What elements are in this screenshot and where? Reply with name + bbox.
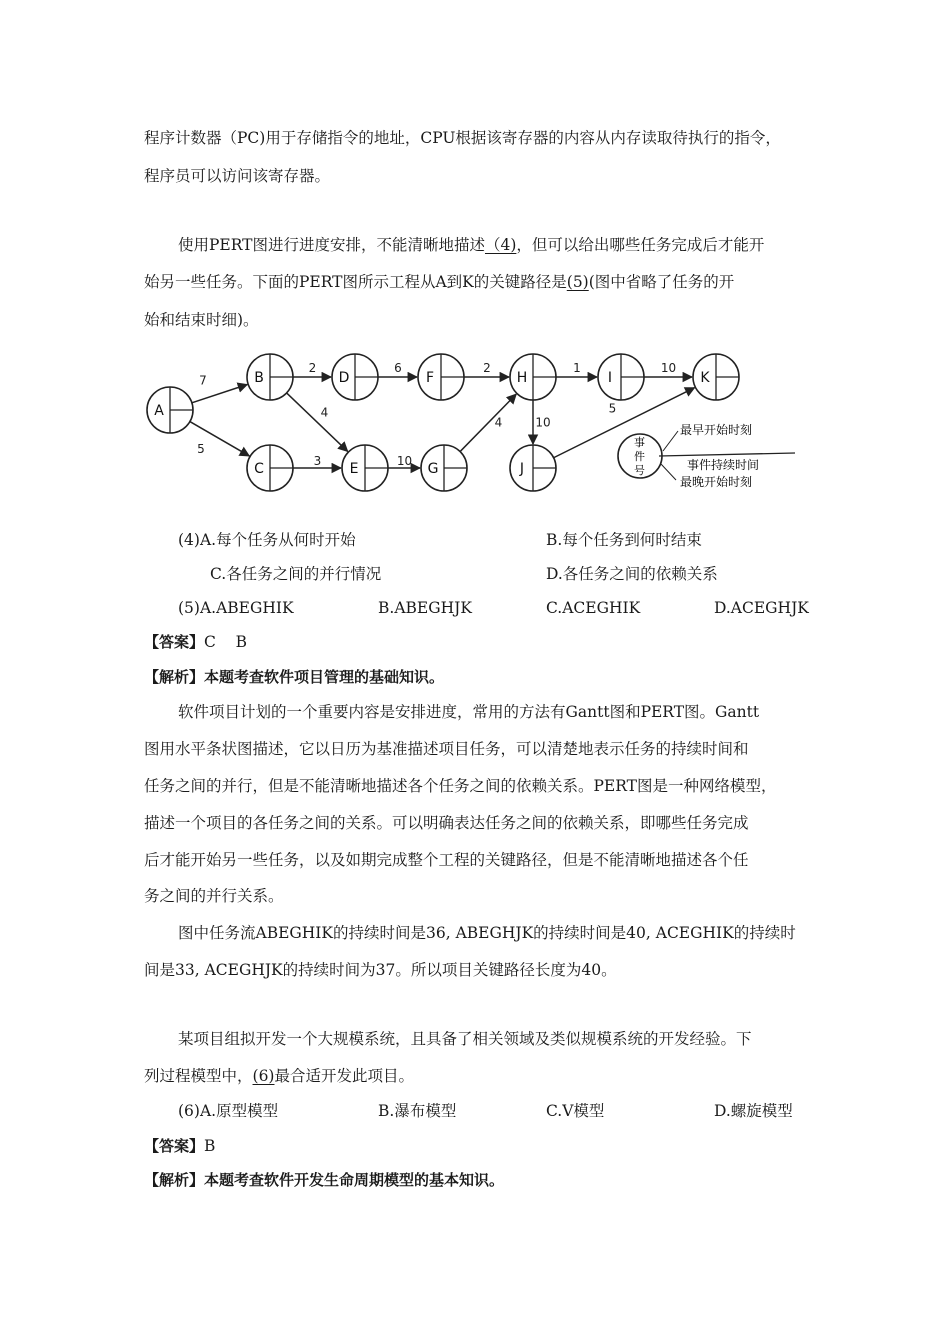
pert-diagram: [140, 340, 805, 500]
node-D: [332, 354, 378, 400]
node-G: [421, 445, 467, 491]
node-E: [342, 445, 388, 491]
edge-weight-A-B: 7: [199, 373, 207, 388]
intro-line-1: 程序计数器（PC)用于存储指令的地址，CPU根据该寄存器的内容从内存读取待执行的指令，: [144, 129, 781, 147]
option-6b: B.瀑布模型: [378, 1102, 457, 1120]
node-label-H: H: [516, 370, 528, 386]
edge-weight-E-G: 10: [396, 454, 413, 468]
option-5c: C.ACEGHIK: [546, 599, 641, 617]
answer-2: 【答案】B: [144, 1137, 216, 1155]
edge-weight-B-D: 2: [308, 361, 317, 375]
node-H: [510, 354, 556, 400]
node-F: [418, 354, 464, 400]
analysis-1-heading: 【解析】本题考查软件项目管理的基础知识。: [144, 668, 445, 686]
node-label-G: G: [427, 461, 439, 477]
edge-weight-C-E: 3: [313, 454, 322, 468]
node-K: [693, 354, 739, 400]
node-label-A: A: [154, 403, 164, 419]
analysis-2-heading: 【解析】本题考查软件开发生命周期模型的基本知识。: [144, 1171, 505, 1189]
analysis-1-p1-line-4: 描述一个项目的各任务之间的关系。可以明确表达任务之间的依赖关系，即哪些任务完成: [144, 814, 749, 832]
edge-weight-A-C: 5: [197, 442, 205, 456]
answer-1: [144, 632, 247, 652]
blank-5: (5): [566, 273, 589, 291]
q45-line-2: 始另一些任务。下面的PERT图所示工程从A到K的关键路径是(5)(图中省略了任务的开: [144, 273, 735, 291]
q6-line-2: 列过程模型中，(6)最合适开发此项目。: [144, 1067, 414, 1085]
node-label-B: B: [254, 370, 264, 386]
blank-6: (6): [252, 1067, 275, 1085]
edge-B-E: [287, 393, 348, 451]
edge-weight-B-E: 4: [320, 405, 329, 420]
legend-latest: 最晚开始时刻: [680, 475, 753, 489]
option-6a: (6)A.原型模型: [178, 1102, 279, 1120]
option-5d: D.ACEGHJK: [714, 599, 809, 617]
answer-value: C B: [204, 633, 247, 651]
node-A: [147, 387, 193, 433]
analysis-1-p1-line-1: 软件项目计划的一个重要内容是安排进度，常用的方法有Gantt图和PERT图。Gantt: [178, 703, 760, 721]
edge-weight-D-F: 6: [394, 361, 402, 375]
option-5b: B.ABEGHJK: [378, 599, 472, 617]
legend-earliest: 最早开始时刻: [680, 423, 753, 437]
node-label-D: D: [338, 370, 350, 386]
legend-node-char-3: 号: [634, 464, 645, 477]
edge-weight-J-K: 5: [608, 401, 617, 416]
node-label-F: F: [425, 370, 435, 386]
node-J: [510, 445, 556, 491]
edge-weight-I-K: 10: [660, 361, 677, 375]
edge-weight-G-H: 4: [494, 415, 503, 430]
option-6d: D.螺旋模型: [714, 1102, 793, 1120]
q45-line-3: 始和结束时细)。: [144, 311, 259, 329]
analysis-1-p1-line-3: 任务之间的并行，但是不能清晰地描述各个任务之间的依赖关系。PERT图是一种网络模型，: [144, 777, 777, 795]
edge-weight-H-I: 1: [573, 361, 581, 375]
node-label-J: J: [519, 461, 525, 477]
intro-line-2: 程序员可以访问该寄存器。: [144, 167, 331, 185]
q6-line-1: 某项目组拟开发一个大规模系统，且具备了相关领域及类似规模系统的开发经验。下: [178, 1030, 752, 1048]
node-C: [247, 445, 293, 491]
option-6c: C.V模型: [546, 1102, 605, 1120]
node-label-C: C: [254, 461, 264, 477]
analysis-1-p1-line-2: 图用水平条状图描述，它以日历为基准描述项目任务，可以清楚地表示任务的持续时间和: [144, 740, 749, 758]
node-I: [598, 354, 644, 400]
legend-node-char-1: 事: [634, 436, 645, 449]
blank-4: （4): [484, 236, 517, 254]
analysis-1-p2-line-2: 间是33, ACEGHJK的持续时间为37。所以项目关键路径长度为40。: [144, 961, 617, 979]
node-B: [247, 354, 293, 400]
edge-weight-H-J: 10: [535, 415, 551, 430]
edge-weight-F-H: 2: [483, 361, 491, 375]
answer-label: 【答案】: [144, 633, 205, 651]
analysis-1-p1-line-5: 后才能开始另一些任务，以及如期完成整个工程的关键路径，但是不能清晰地描述各个任: [144, 851, 749, 869]
option-4d: D.各任务之间的依赖关系: [546, 565, 718, 583]
pert-legend: [618, 422, 795, 489]
legend-duration: 事件持续时间: [687, 458, 760, 472]
option-4b: B.每个任务到何时结束: [546, 531, 702, 549]
option-5a: (5)A.ABEGHIK: [178, 599, 294, 617]
analysis-1-p1-line-6: 务之间的并行关系。: [144, 887, 284, 905]
legend-node-char-2: 件: [634, 450, 645, 463]
node-label-E: E: [349, 461, 359, 477]
node-label-K: K: [700, 370, 710, 386]
node-label-I: I: [607, 370, 613, 386]
option-4c: C.各任务之间的并行情况: [210, 565, 382, 583]
edge-G-H: [460, 394, 516, 451]
q45-line-1: 使用PERT图进行进度安排，不能清晰地描述（4)，但可以给出哪些任务完成后才能开: [178, 236, 765, 254]
answer-2-value: B: [204, 1137, 216, 1155]
option-4a: (4)A.每个任务从何时开始: [178, 531, 356, 549]
analysis-1-p2-line-1: 图中任务流ABEGHIK的持续时间是36, ABEGHJK的持续时间是40, ACEGHIK的持续时: [178, 924, 796, 942]
